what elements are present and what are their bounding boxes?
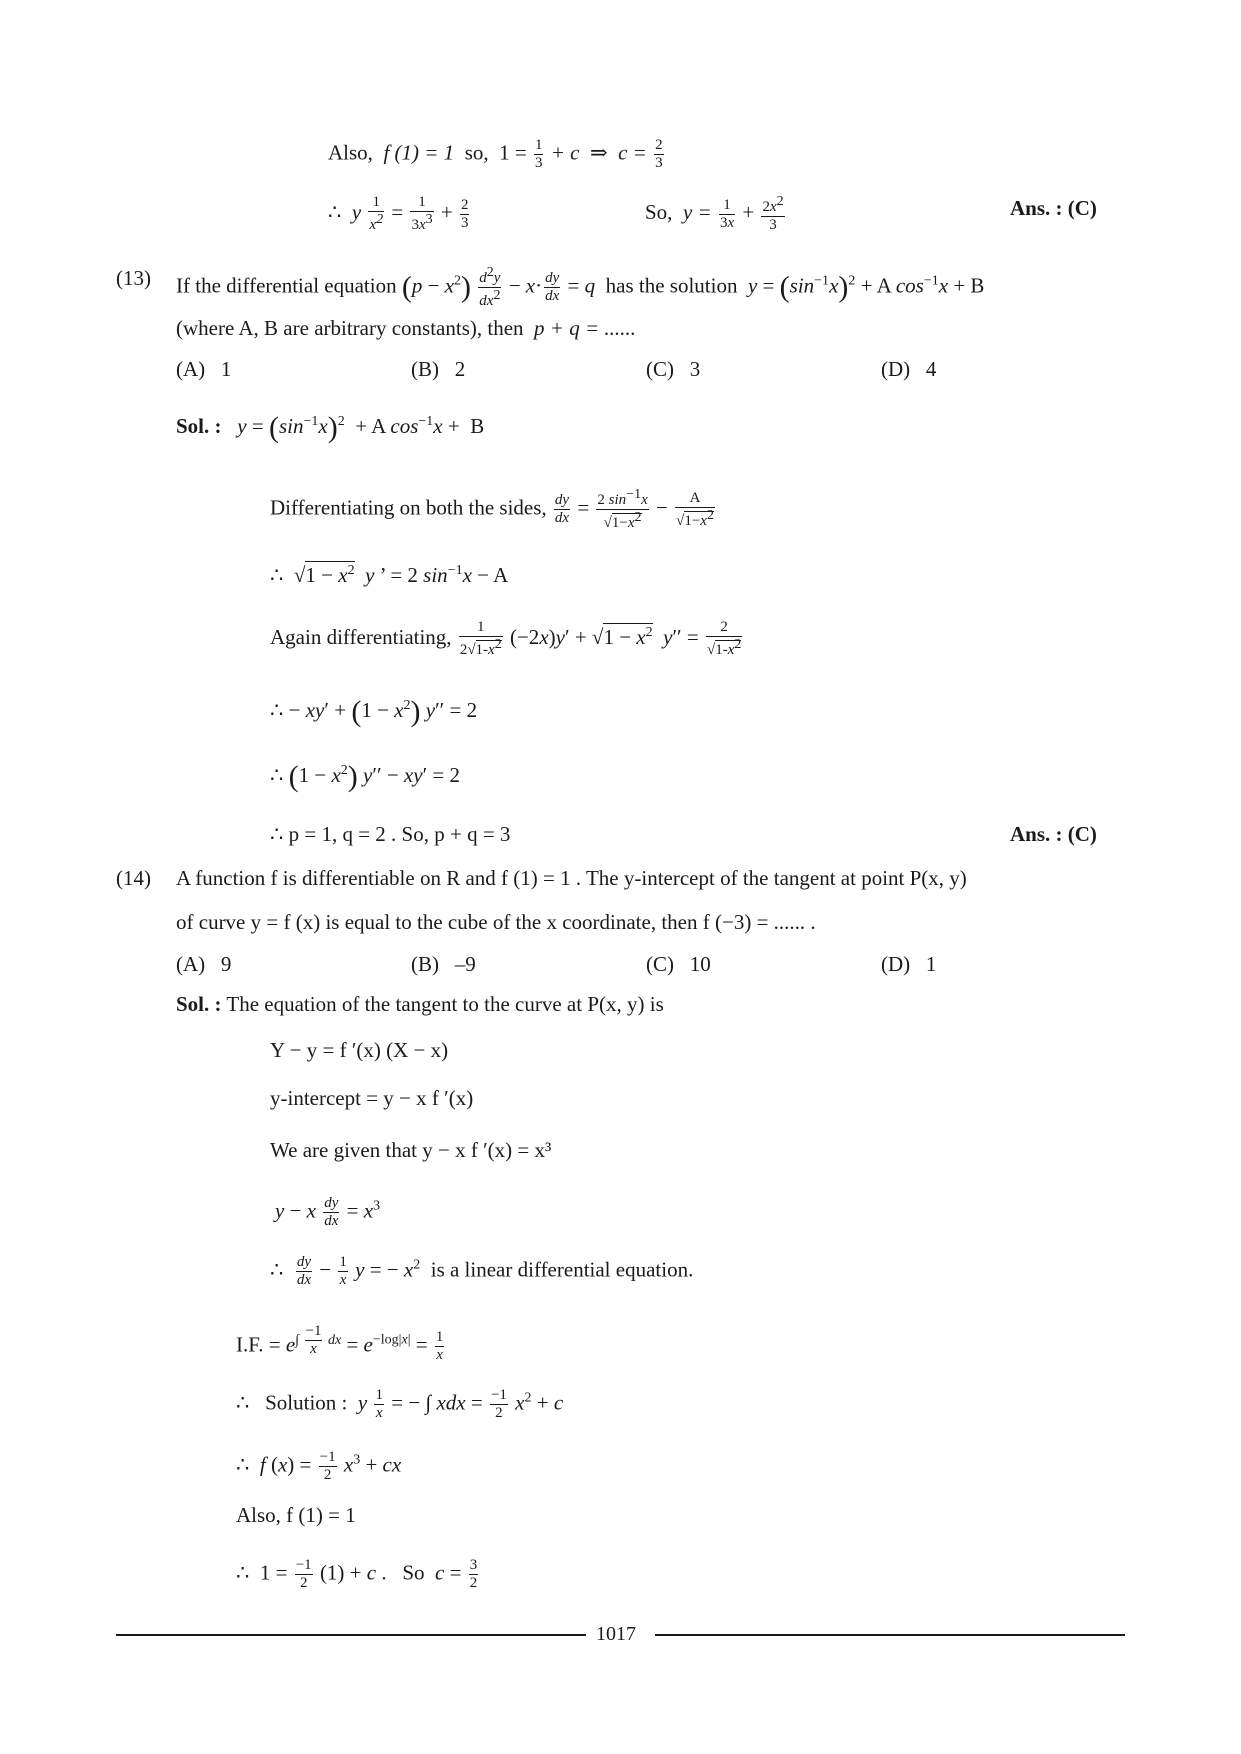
q13-statement-line1: If the differential equation $(p - x^2)$ $\frac{d^2y}{dx^2}$ − x· $\frac{dy}{dx}$ = q has the solution $y = (\sin^{-1}x)^2 + A$ $\cos^{-1}x + B$ xyxy=(176,265,985,309)
q13-number: (13) xyxy=(116,266,151,290)
q14-statement-line2: of curve y = f (x) is equal to the cube of the x coordinate, then f (−3) = ...... . xyxy=(176,910,816,934)
q13-solution-start: Sol. : $y = (\sin^{-1}x)^2 + A$ $\cos^{-1}x + B$ xyxy=(176,411,485,444)
q13-result: ∴ p = 1, q = 2 . So, p + q = 3 xyxy=(270,822,511,846)
q13-option-d: (D) 4 xyxy=(881,357,937,381)
prev-line-2-so: So, y = $\frac{1}{3x}$ + $\frac{2x^2}{3}$ xyxy=(645,194,784,233)
q14-y-intercept: y-intercept = y − x f ′(x) xyxy=(270,1086,474,1110)
prev-answer: Ans. : (C) xyxy=(1010,196,1097,220)
q13-option-c: (C) 3 xyxy=(646,357,701,381)
q13-step-2: ∴ $√1 - x^2$ y ’ = 2 $\sin^{-1}x - A$ xyxy=(270,563,509,587)
q14-option-b: (B) –9 xyxy=(411,952,476,976)
q14-linear-eq: ∴ $\frac{dy}{dx}$ − $\frac{1}{x}$ y = − $x^2$ is a linear differential equation. xyxy=(270,1254,694,1288)
q14-step-dydx: y − x $\frac{dy}{dx}$ = $x^3$ xyxy=(275,1195,381,1229)
q14-tangent-equation: Y − y = f ′(x) (X − x) xyxy=(270,1038,449,1062)
page-number: 1017 xyxy=(596,1623,636,1645)
q14-option-c: (C) 10 xyxy=(646,952,711,976)
q13-step-differentiate: Differentiating on both the sides, $\frac{dy}{dx}$ = $\frac{2 \sin^{-1}x}{√1-x^2}$ − $\frac{A}{√1-x^2}$ xyxy=(270,487,714,531)
prev-line-2: ∴ y $\frac{1}{x^2}$ = $\frac{1}{3x^3}$ + $\frac{2}{3}$ xyxy=(328,194,469,233)
q13-step-4: ∴ − $xy' + (1 - x^2)$ y′′ = 2 xyxy=(270,695,478,728)
q14-statement-line1: A function f is differentiable on R and f (1) = 1 . The y-intercept of the tangent at point P(x, y) xyxy=(176,866,967,890)
q14-f-of-x: ∴ f (x) = $\frac{-1}{2}$ $x^3$ + cx xyxy=(236,1449,402,1483)
footer-rule-right xyxy=(655,1634,1125,1636)
q14-also: Also, f (1) = 1 xyxy=(236,1503,356,1527)
q13-answer: Ans. : (C) xyxy=(1010,822,1097,846)
prev-line-1: Also, f (1) = 1 so, 1 = $\frac{1}{3}$ + c ⇒ c = $\frac{2}{3}$ xyxy=(328,137,663,171)
q14-option-a: (A) 9 xyxy=(176,952,232,976)
q14-solution-integral: ∴ Solution : y $\frac{1}{x}$ = − ∫ xdx = $\frac{-1}{2}$ $x^2 + c$ xyxy=(236,1387,564,1421)
q14-integrating-factor: I.F. = $e^{\int \frac{-1}{x} dx} = e^{-log|x|}$ = $\frac{1}{x}$ xyxy=(236,1323,444,1364)
q14-given: We are given that y − x f ′(x) = x³ xyxy=(270,1138,552,1162)
q13-option-a: (A) 1 xyxy=(176,357,232,381)
footer-rule-left xyxy=(116,1634,586,1636)
q13-statement-line2: (where A, B are arbitrary constants), then p + q = ...... xyxy=(176,316,636,340)
q14-find-c: ∴ 1 = $\frac{-1}{2}$ (1) + c . So c = $\frac{3}{2}$ xyxy=(236,1557,478,1591)
q14-option-d: (D) 1 xyxy=(881,952,937,976)
q14-number: (14) xyxy=(116,866,151,890)
q14-solution-start: Sol. : The equation of the tangent to the curve at P(x, y) is xyxy=(176,992,664,1016)
q13-option-b: (B) 2 xyxy=(411,357,466,381)
q13-step-again: Again differentiating, $\frac{1}{2√1-x^2}$ $(-2x)y' + √1 - x^2$ y′′ = $\frac{2}{√1-x^2}$ xyxy=(270,619,742,658)
q13-step-5: ∴ $(1 - x^2)$ y′′ − xy′ = 2 xyxy=(270,760,460,793)
